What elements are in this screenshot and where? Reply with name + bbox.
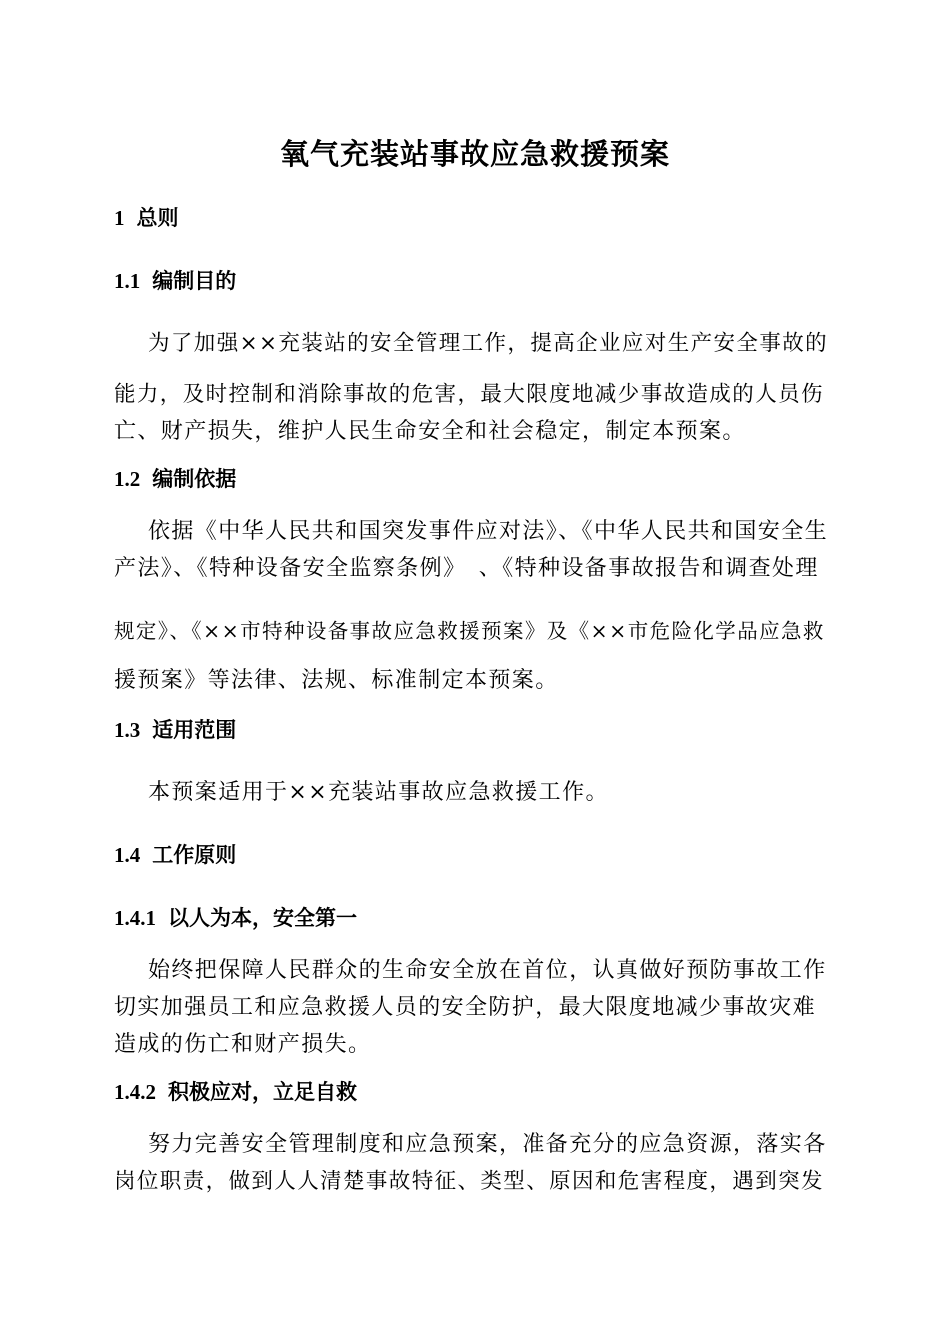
section-number: 1.4.2	[114, 1080, 156, 1104]
section-heading-1-4-2	[114, 1076, 357, 1106]
section-heading-1-4-1	[114, 902, 357, 932]
section-label: 总则	[136, 205, 179, 230]
paragraph-line: 造成的伤亡和财产损失。	[114, 1032, 372, 1057]
section-number: 1.1	[114, 269, 141, 293]
paragraph-line: 亡、财产损失，维护人民生命安全和社会稳定，制定本预案。	[114, 419, 746, 444]
section-number: 1.3	[114, 718, 141, 742]
section-label: 适用范围	[152, 717, 237, 742]
section-number: 1.2	[114, 467, 141, 491]
document-title: 氧气充装站事故应急救援预案	[279, 137, 670, 171]
section-label: 工作原则	[152, 842, 237, 867]
section-heading-1	[114, 202, 179, 232]
paragraph-line: 努力完善安全管理制度和应急预案，准备充分的应急资源，落实各	[148, 1132, 827, 1157]
paragraph-line: 为了加强××充装站的安全管理工作，提高企业应对生产安全事故的	[148, 331, 829, 356]
paragraph-line: 岗位职责，做到人人清楚事故特征、类型、原因和危害程度，遇到突发	[114, 1169, 824, 1194]
section-heading-1-1	[114, 265, 236, 295]
section-label: 编制目的	[152, 268, 237, 293]
section-heading-1-3	[114, 714, 236, 744]
section-number: 1.4.1	[114, 906, 156, 930]
section-label: 积极应对，立足自救	[168, 1079, 357, 1104]
paragraph-line: 依据《中华人民共和国突发事件应对法》、《中华人民共和国安全生	[148, 519, 829, 544]
section-label: 以人为本，安全第一	[168, 905, 357, 930]
paragraph-line: 援预案》等法律、法规、标准制定本预案。	[114, 668, 559, 693]
paragraph-line: 切实加强员工和应急救援人员的安全防护，最大限度地减少事故灾难	[114, 995, 817, 1020]
section-label: 编制依据	[152, 466, 237, 491]
section-number: 1.4	[114, 843, 141, 867]
section-heading-1-2	[114, 463, 236, 493]
section-heading-1-4	[114, 839, 236, 869]
paragraph-line: 能力，及时控制和消除事故的危害，最大限度地减少事故造成的人员伤	[114, 382, 824, 407]
paragraph-line: 规定》、《××市特种设备事故应急救援预案》及《××市危险化学品应急救	[114, 619, 825, 643]
paragraph-line: 本预案适用于××充装站事故应急救援工作。	[148, 780, 609, 805]
paragraph-line: 始终把保障人民群众的生命安全放在首位，认真做好预防事故工作	[148, 958, 827, 983]
section-number: 1	[114, 206, 125, 230]
paragraph-line: 产法》、《特种设备安全监察条例》 、《特种设备事故报告和调查处理	[114, 556, 819, 581]
